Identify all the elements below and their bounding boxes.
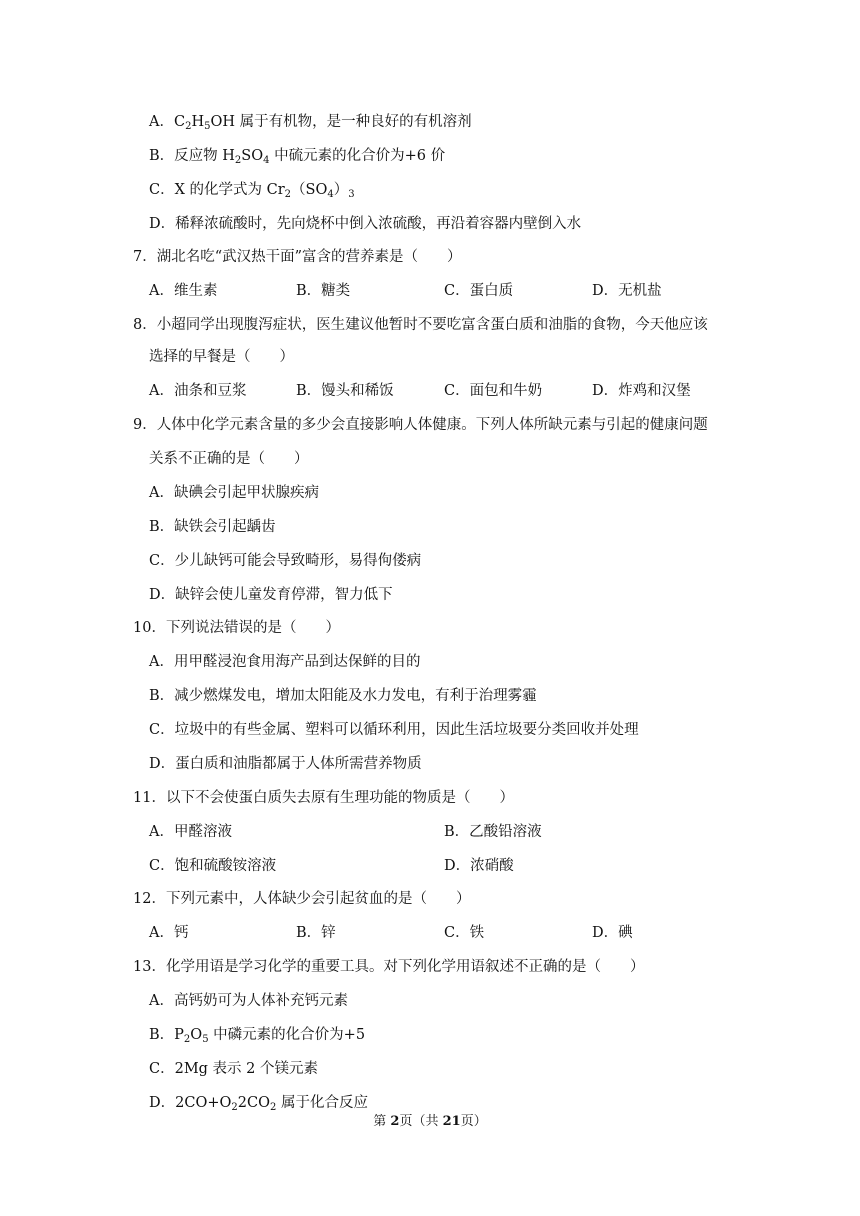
q13-option-d: D．$2CO+O_22CO_2$ 属于化合反应 [149,1095,368,1113]
q7-stem: 7．湖北名吃“武汉热干面”富含的营养素是（ ） [133,249,462,265]
q10-option-d: D．蛋白质和油脂都属于人体所需营养物质 [149,756,422,772]
q13-option-c: C．2Mg 表示 2 个镁元素 [149,1061,319,1077]
q8-option-d: D．炸鸡和汉堡 [592,383,691,399]
q10-option-b: B．减少燃煤发电，增加太阳能及水力发电，有利于治理雾霾 [149,688,537,704]
q7-option-a: A．维生素 [149,283,218,299]
q13-option-a: A．高钙奶可为人体补充钙元素 [149,993,348,1009]
q9-option-d: D．缺锌会使儿童发育停滞，智力低下 [149,587,393,603]
q8-stem-line2: 选择的早餐是（ ） [149,349,294,365]
page-total: 21 [442,1114,461,1129]
q7-option-c: C．蛋白质 [444,283,514,299]
q12-stem: 12．下列元素中，人体缺少会引起贫血的是（ ） [133,891,471,907]
q13-stem: 13．化学用语是学习化学的重要工具。对下列化学用语叙述不正确的是（ ） [133,959,645,975]
q13-option-b: B．$P_2O_5$ 中磷元素的化合价为+5 [149,1027,366,1045]
q12-option-d: D．碘 [592,925,633,941]
q8-stem-line1: 8．小超同学出现腹泻症状，医生建议他暂时不要吃富含蛋白质和油脂的食物，今天他应该 [133,317,708,333]
q7-option-d: D．无机盐 [592,283,662,299]
q6-option-b: B．反应物 $H_2SO_4$ 中硫元素的化合价为+6 价 [149,148,446,166]
q9-stem-line1: 9．人体中化学元素含量的多少会直接影响人体健康。下列人体所缺元素与引起的健康问题 [133,417,708,433]
q7-option-b: B．糖类 [296,283,351,299]
q11-option-c: C．饱和硫酸铵溶液 [149,858,277,874]
q9-option-a: A．缺碘会引起甲状腺疾病 [149,485,319,501]
q11-option-a: A．甲醛溶液 [149,824,232,840]
q12-option-a: A．钙 [149,925,189,941]
q11-option-d: D．浓硝酸 [444,858,514,874]
q10-stem: 10．下列说法错误的是（ ） [133,620,340,636]
q12-option-b: B．锌 [296,925,336,941]
q10-option-a: A．用甲醛浸泡食用海产品到达保鲜的目的 [149,654,421,670]
q6-option-a: A．$C_2H_5OH$ 属于有机物，是一种良好的有机溶剂 [149,114,472,132]
q8-option-c: C．面包和牛奶 [444,383,543,399]
q9-option-b: B．缺铁会引起龋齿 [149,519,276,535]
page-footer: 第 2页（共 21页） [373,1114,487,1129]
q9-stem-line2: 关系不正确的是（ ） [149,451,309,467]
q6-option-c: C．X 的化学式为 $Cr_2(SO_4)_3$ [149,182,355,200]
q10-option-c: C．垃圾中的有些金属、塑料可以循环利用，因此生活垃圾要分类回收并处理 [149,722,639,738]
q8-option-a: A．油条和豆浆 [149,383,247,399]
q11-stem: 11．以下不会使蛋白质失去原有生理功能的物质是（ ） [133,790,514,806]
q11-option-b: B．乙酸铅溶液 [444,824,542,840]
q6-option-d: D．稀释浓硫酸时，先向烧杯中倒入浓硫酸，再沿着容器内壁倒入水 [149,216,582,232]
page-number: 2 [390,1114,400,1129]
q12-option-c: C．铁 [444,925,485,941]
q8-option-b: B．馒头和稀饭 [296,383,394,399]
q9-option-c: C．少儿缺钙可能会导致畸形，易得佝偻病 [149,553,422,569]
